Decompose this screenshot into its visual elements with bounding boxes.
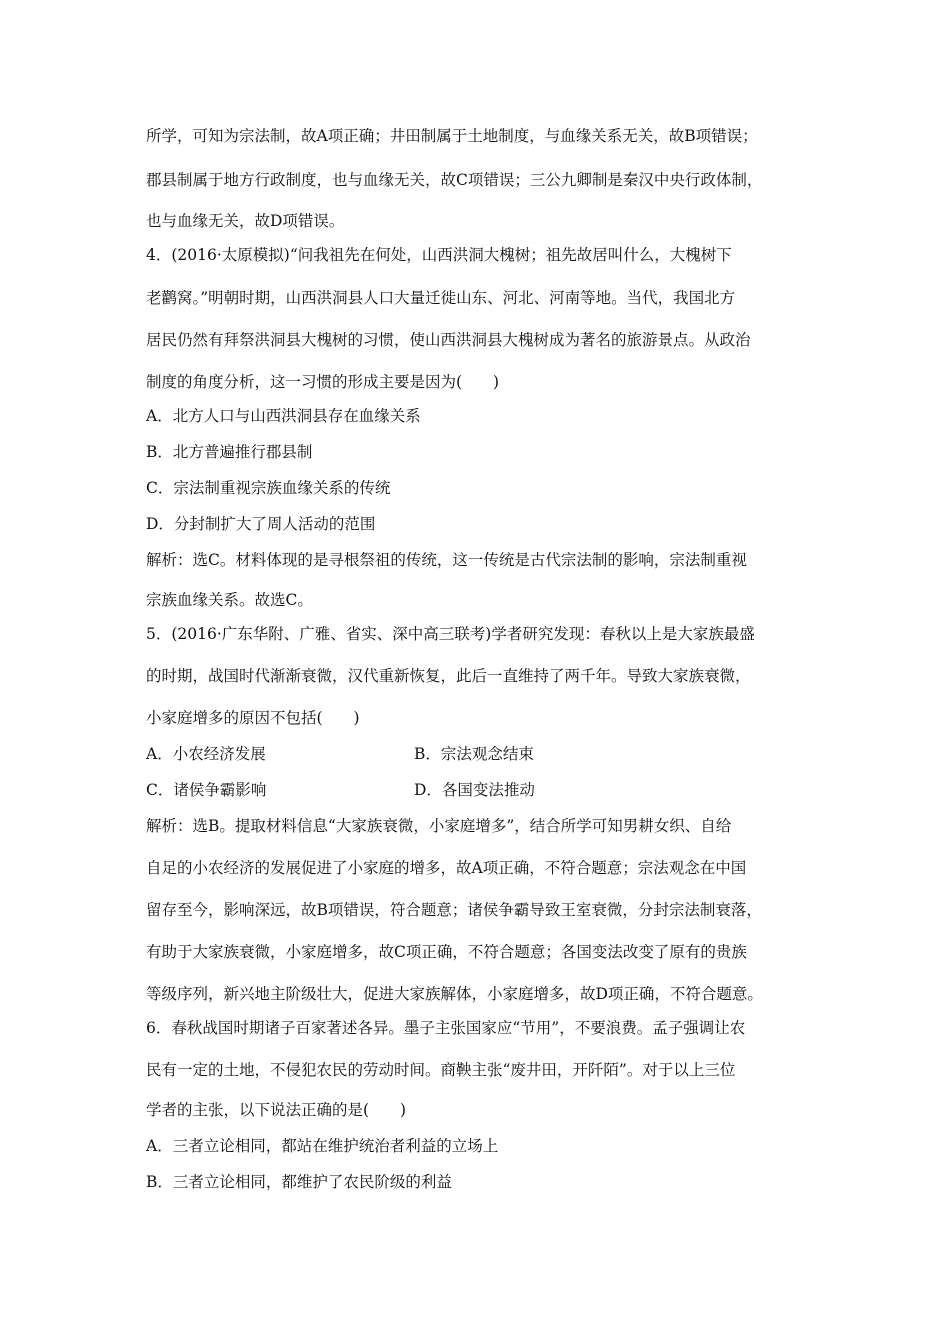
text-line: 也与血缘无关，故D项错误。: [146, 212, 345, 230]
answer-analysis: 解析：选C。材料体现的是寻根祭祖的传统，这一传统是古代宗法制的影响，宗法制重视: [146, 551, 747, 569]
question-5-stem: 5．(2016·广东华附、广雅、省实、深中高三联考)学者研究发现：春秋以上是大家族最盛: [146, 625, 755, 643]
answer-analysis: 等级序列，新兴地主阶级壮大，促进大家族解体，小家庭增多，故D项正确，不符合题意。: [146, 985, 763, 1003]
question-4-option: B．北方普遍推行郡县制: [146, 443, 313, 461]
answer-analysis: 有助于大家族衰微，小家庭增多，故C项正确，不符合题意；各国变法改变了原有的贵族: [146, 943, 747, 961]
answer-analysis: 解析：选B。提取材料信息“大家族衰微，小家庭增多”，结合所学可知男耕女织、自给: [146, 817, 732, 835]
answer-analysis: 留存至今，影响深远，故B项错误，符合题意；诸侯争霸导致王室衰微，分封宗法制衰落，: [146, 901, 762, 919]
answer-analysis: 宗族血缘关系。故选C。: [146, 591, 313, 609]
question-5-option: A．小农经济发展: [146, 745, 266, 763]
question-4-stem: 居民仍然有拜祭洪洞县大槐树的习惯，使山西洪洞县大槐树成为著名的旅游景点。从政治: [146, 331, 751, 349]
question-4-stem: 老鹳窝。”明朝时期，山西洪洞县人口大量迁徙山东、河北、河南等地。当代，我国北方: [146, 289, 736, 307]
question-5-option: B．宗法观念结束: [414, 745, 534, 763]
text-line: 郡县制属于地方行政制度，也与血缘无关，故C项错误；三公九卿制是秦汉中央行政体制，: [146, 171, 763, 189]
question-6-stem: 学者的主张，以下说法正确的是( ): [146, 1101, 407, 1119]
question-4-stem: 制度的角度分析，这一习惯的形成主要是因为( ): [146, 373, 500, 391]
question-4-stem: 4．(2016·太原模拟)“问我祖先在何处，山西洪洞大槐树；祖先故居叫什么，大槐树下: [146, 246, 732, 264]
question-4-option: C．宗法制重视宗族血缘关系的传统: [146, 479, 391, 497]
question-6-stem: 民有一定的土地，不侵犯农民的劳动时间。商鞅主张“废井田，开阡陌”。对于以上三位: [146, 1061, 736, 1079]
question-6-option: A．三者立论相同，都站在维护统治者利益的立场上: [146, 1137, 499, 1155]
question-4-option: D．分封制扩大了周人活动的范围: [146, 515, 376, 533]
text-line: 所学，可知为宗法制，故A项正确；井田制属于土地制度，与血缘关系无关，故B项错误；: [146, 127, 758, 145]
answer-analysis: 自足的小农经济的发展促进了小家庭的增多，故A项正确，不符合题意；宗法观念在中国: [146, 859, 747, 877]
question-5-option: D．各国变法推动: [414, 781, 535, 799]
question-6-stem: 6．春秋战国时期诸子百家著述各异。墨子主张国家应“节用”，不要浪费。孟子强调让农: [146, 1019, 746, 1037]
question-6-option: B．三者立论相同，都维护了农民阶级的利益: [146, 1173, 452, 1191]
question-4-option: A．北方人口与山西洪洞县存在血缘关系: [146, 407, 421, 425]
question-5-option: C．诸侯争霸影响: [146, 781, 267, 799]
question-5-stem: 的时期，战国时代渐渐衰微，汉代重新恢复，此后一直维持了两千年。导致大家族衰微，: [146, 667, 751, 685]
question-5-stem: 小家庭增多的原因不包括( ): [146, 709, 360, 727]
